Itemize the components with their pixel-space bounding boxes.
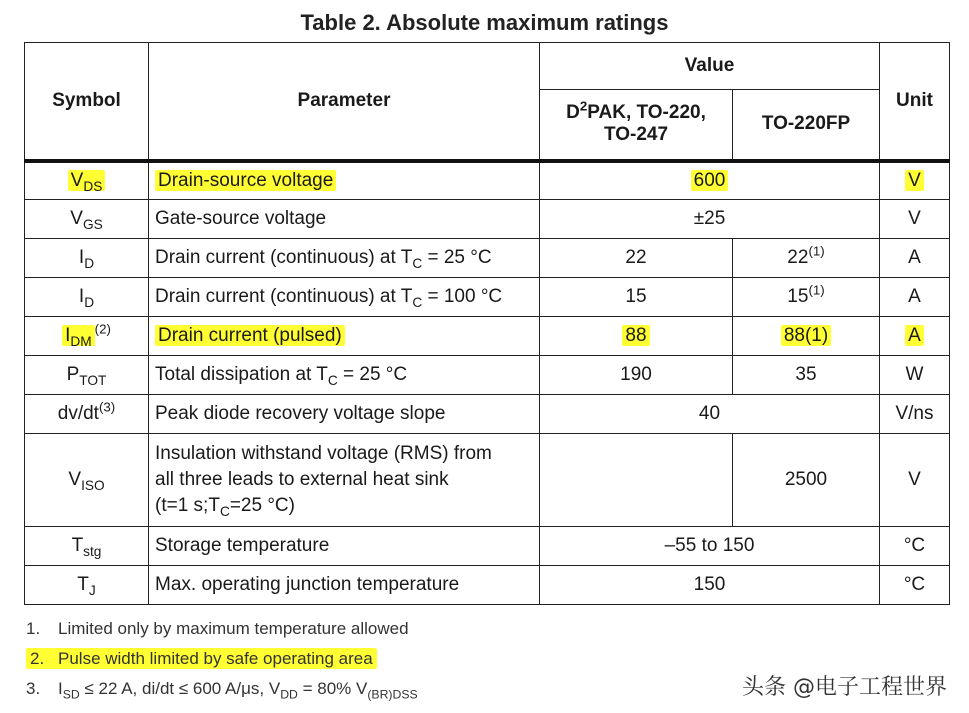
- parameter-text: Drain current (continuous) at T: [155, 247, 413, 268]
- parameter-cell: [149, 434, 540, 527]
- table-row: [25, 566, 950, 605]
- value-to220fp: [733, 317, 880, 356]
- symbol-sub: TOT: [79, 372, 107, 388]
- parameter-line: all three leads to external heat sink: [155, 469, 449, 490]
- symbol-text: V: [70, 208, 83, 229]
- table-row: [25, 434, 950, 527]
- table-title: Table 2. Absolute maximum ratings: [300, 10, 669, 35]
- pkg-d: D: [566, 102, 580, 124]
- unit-cell: °C: [880, 566, 950, 605]
- parameter-text: Drain current (continuous) at T: [155, 286, 413, 307]
- symbol-sub: ISO: [81, 477, 105, 493]
- footnote-sub: SD: [62, 687, 80, 702]
- table-row: [25, 239, 950, 278]
- parameter-line: Insulation withstand voltage (RMS) from: [155, 443, 492, 464]
- parameter-cell: [149, 161, 540, 200]
- parameter-text-tail: = 25 °C: [337, 364, 408, 385]
- value-d2pak: [540, 317, 733, 356]
- symbol-cell: [25, 356, 149, 395]
- parameter-cell: Gate-source voltage: [149, 200, 540, 239]
- footnote-ref: (1): [808, 282, 825, 298]
- watermark: 头条 @电子工程世界: [742, 675, 947, 700]
- symbol-text: P: [66, 364, 80, 385]
- pkg-line1: PAK, TO-220,: [587, 102, 706, 124]
- footnote-3: [26, 676, 418, 706]
- footnote-text: = 80% V: [297, 679, 368, 698]
- unit-text: A: [905, 325, 924, 346]
- value-to220fp: 35: [733, 356, 880, 395]
- symbol-text: T: [77, 574, 89, 595]
- symbol-cell: [25, 239, 149, 278]
- footnote-ref: (1): [808, 243, 825, 259]
- footnote-sub: (BR)DSS: [367, 687, 418, 702]
- highlight: [68, 169, 106, 194]
- parameter-sub: C: [219, 503, 230, 519]
- value-merged: 150: [540, 566, 880, 605]
- symbol-sub: J: [88, 582, 96, 598]
- parameter-text: Total dissipation at T: [155, 364, 328, 385]
- footnote-text: I: [58, 679, 63, 698]
- symbol-text: V: [68, 469, 82, 490]
- parameter-cell: Max. operating junction temperature: [149, 566, 540, 605]
- symbol-cell: [25, 161, 149, 200]
- unit-cell: [880, 317, 950, 356]
- value-d2pak: 22: [540, 239, 733, 278]
- parameter-text: Drain-source voltage: [155, 170, 336, 191]
- parameter-sub: C: [412, 255, 423, 271]
- symbol-sub: D: [84, 294, 95, 310]
- unit-cell: [880, 161, 950, 200]
- unit-cell: V: [880, 434, 950, 527]
- parameter-cell: [149, 239, 540, 278]
- symbol-cell: [25, 395, 149, 434]
- symbol-sub: DS: [83, 178, 103, 194]
- value-merged: 40: [540, 395, 880, 434]
- symbol-sub: GS: [82, 216, 103, 232]
- table-row: [25, 161, 950, 200]
- footnote-number: 3.: [26, 679, 41, 698]
- symbol-cell: [25, 434, 149, 527]
- table-row: [25, 278, 950, 317]
- table-row: [25, 527, 950, 566]
- highlight: [62, 325, 95, 349]
- unit-cell: V/ns: [880, 395, 950, 434]
- parameter-line: (t=1 s;T: [155, 495, 220, 516]
- symbol-cell: [25, 317, 149, 356]
- footnote-ref: (3): [98, 399, 116, 415]
- footnote-sub: DD: [280, 687, 298, 702]
- unit-cell: V: [880, 200, 950, 239]
- value-text: 88(1): [781, 325, 831, 346]
- header-package-d2pak: [540, 90, 733, 161]
- parameter-sub: C: [327, 372, 338, 388]
- table-row: [25, 395, 950, 434]
- unit-cell: A: [880, 239, 950, 278]
- symbol-cell: [25, 278, 149, 317]
- symbol-text: I: [78, 286, 85, 307]
- header-value: Value: [540, 43, 880, 90]
- header-unit: Unit: [880, 43, 950, 161]
- unit-cell: °C: [880, 527, 950, 566]
- parameter-cell: [149, 317, 540, 356]
- symbol-sub: D: [84, 255, 95, 271]
- parameter-text: Drain current (pulsed): [155, 325, 345, 346]
- footnote-number: 1.: [26, 619, 41, 638]
- footnote-1: [26, 616, 418, 646]
- parameter-text-tail: = 100 °C: [422, 286, 503, 307]
- symbol-cell: [25, 566, 149, 605]
- unit-cell: A: [880, 278, 950, 317]
- symbol-text: V: [70, 169, 84, 191]
- symbol-cell: [25, 200, 149, 239]
- table-row: [25, 356, 950, 395]
- symbol-sub: DM: [70, 333, 92, 349]
- symbol-text: I: [78, 247, 85, 268]
- unit-cell: W: [880, 356, 950, 395]
- parameter-line-tail: =25 °C): [229, 495, 295, 516]
- footnote-text: ≤ 22 A, di/dt ≤ 600 A/μs, V: [79, 679, 281, 698]
- header-package-to220fp: TO-220FP: [733, 90, 880, 161]
- table-row: [25, 317, 950, 356]
- value-merged: –55 to 150: [540, 527, 880, 566]
- parameter-cell: Peak diode recovery voltage slope: [149, 395, 540, 434]
- ratings-table: [24, 42, 950, 605]
- pkg-sup: 2: [579, 98, 588, 114]
- header-symbol: Symbol: [25, 43, 149, 161]
- parameter-sub: C: [412, 294, 423, 310]
- pkg-line2: TO-247: [603, 124, 669, 146]
- footnote-ref: (2): [94, 321, 111, 337]
- value-text: 88: [622, 325, 649, 346]
- value-text: 22: [787, 247, 809, 268]
- symbol-text: I: [65, 325, 71, 346]
- value-to220fp: [733, 278, 880, 317]
- symbol-text: dv/dt: [57, 403, 99, 424]
- value-d2pak: 190: [540, 356, 733, 395]
- value-text: 600: [691, 170, 729, 191]
- footnote-number: 2.: [30, 649, 45, 668]
- parameter-text-tail: = 25 °C: [422, 247, 492, 268]
- footnote-text: Pulse width limited by safe operating area: [58, 649, 373, 668]
- footnote-2: [26, 646, 418, 676]
- unit-text: V: [905, 170, 924, 191]
- value-merged: [540, 161, 880, 200]
- footnotes: [26, 616, 418, 706]
- footnote-text: Limited only by maximum temperature allowed: [58, 619, 409, 638]
- value-d2pak: [540, 434, 733, 527]
- value-text: 15: [787, 286, 809, 307]
- symbol-cell: [25, 527, 149, 566]
- value-to220fp: [733, 239, 880, 278]
- value-d2pak: 15: [540, 278, 733, 317]
- table-row: [25, 200, 950, 239]
- parameter-cell: [149, 356, 540, 395]
- parameter-cell: [149, 278, 540, 317]
- parameter-cell: Storage temperature: [149, 527, 540, 566]
- symbol-sub: stg: [83, 543, 102, 559]
- symbol-text: T: [71, 535, 84, 556]
- header-parameter: Parameter: [149, 43, 540, 161]
- value-merged: ±25: [540, 200, 880, 239]
- value-to220fp: 2500: [733, 434, 880, 527]
- highlight: [26, 648, 377, 669]
